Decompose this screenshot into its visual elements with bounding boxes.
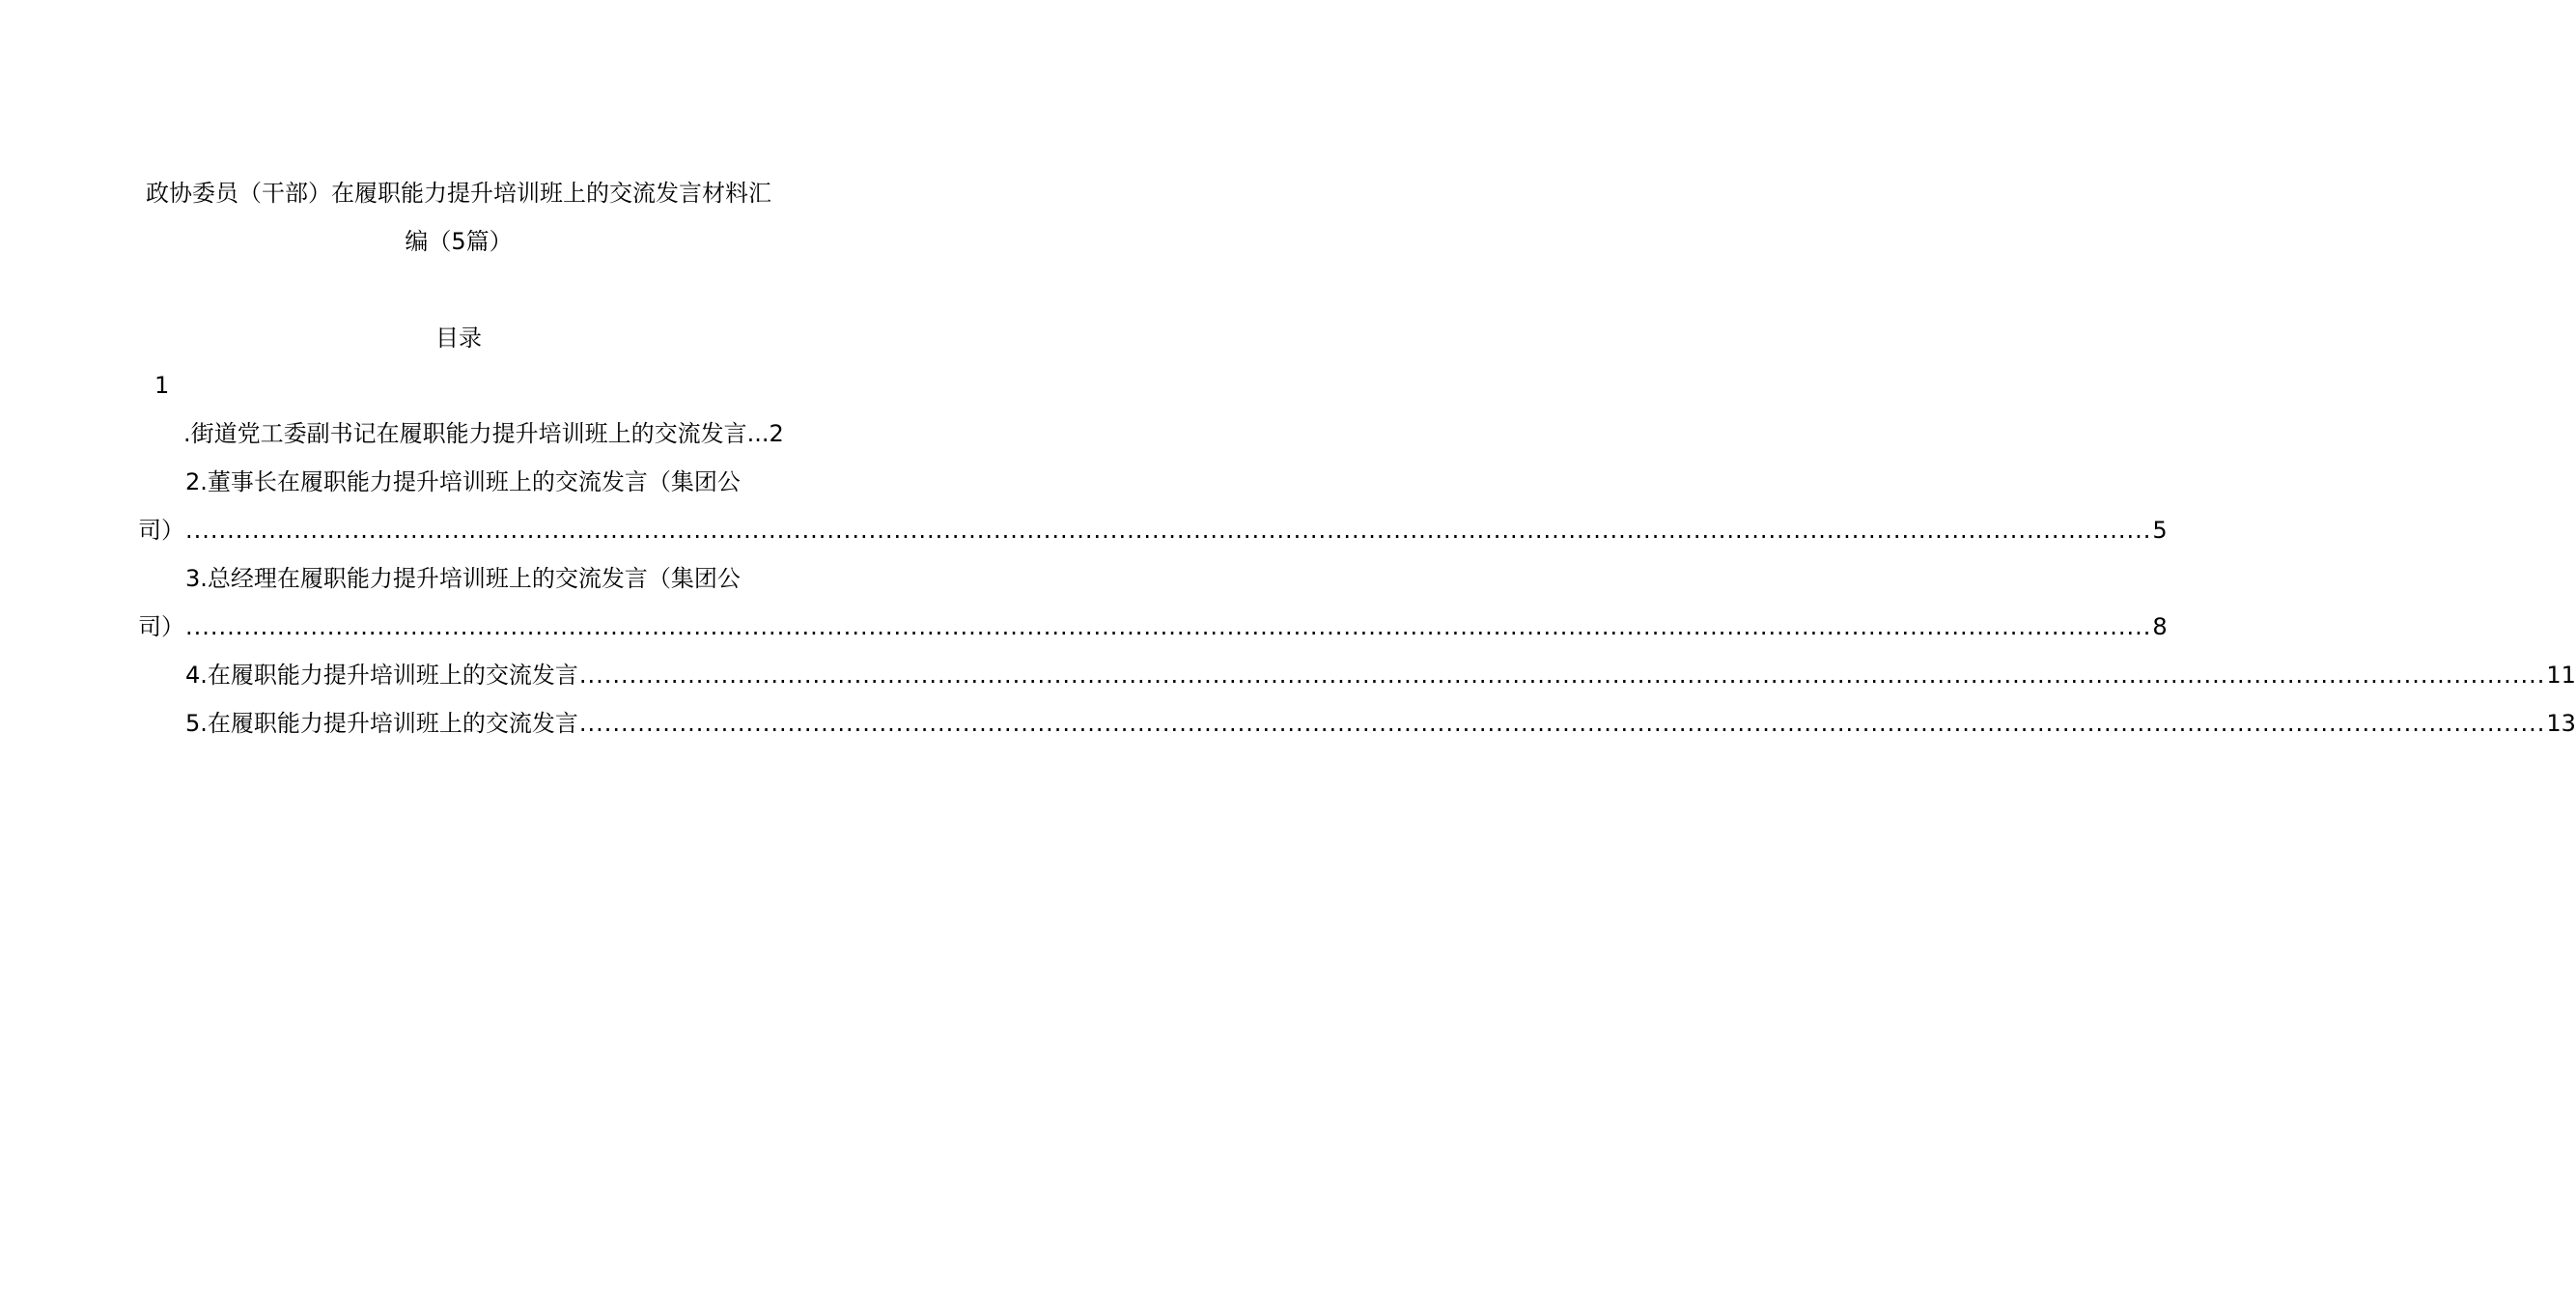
- toc-entry-2-line-1[interactable]: [185, 467, 778, 496]
- toc-entry-5-text: 5.在履职能力提升培训班上的交流发言: [185, 710, 578, 737]
- toc-entry-1[interactable]: [183, 419, 784, 448]
- toc-entry-2-page: 5: [2152, 517, 2168, 544]
- toc-entry-5[interactable]: [185, 709, 2576, 738]
- toc-entry-2-text: 2.董事长在履职能力提升培训班上的交流发言（集团公: [185, 468, 741, 495]
- toc-entry-3-line-1[interactable]: [185, 564, 778, 593]
- toc-entry-1-page: 2: [769, 420, 784, 447]
- toc-entry-5-page: 13: [2546, 710, 2576, 737]
- toc-entry-3-line-2[interactable]: [138, 612, 2168, 641]
- document-title-line-2: 编（5篇）: [405, 228, 513, 255]
- toc-entry-5-dot-leader: [579, 709, 2545, 738]
- toc-entry-4[interactable]: [185, 661, 2576, 690]
- toc-entry-3-text: 3.总经理在履职能力提升培训班上的交流发言（集团公: [185, 565, 741, 592]
- toc-entry-2-text-cont: 司）: [138, 517, 184, 544]
- toc-entry-2-dot-leader: [185, 516, 2151, 545]
- document-title-line-1: 政协委员（干部）在履职能力提升培训班上的交流发言材料汇: [146, 180, 771, 207]
- toc-entry-1-leader: ...: [746, 420, 770, 447]
- toc-entry-3-dot-leader: [185, 612, 2151, 641]
- toc-entry-2-line-2[interactable]: [138, 516, 2168, 545]
- toc-entry-4-text: 4.在履职能力提升培训班上的交流发言: [185, 662, 578, 689]
- toc-entry-3-text-cont: 司）: [138, 613, 184, 640]
- toc-entry-1-text: .街道党工委副书记在履职能力提升培训班上的交流发言: [183, 420, 747, 447]
- toc-entry-4-dot-leader: [579, 661, 2545, 690]
- toc-entry-3-page: 8: [2152, 613, 2168, 640]
- toc-entry-1-number: 1: [154, 372, 170, 399]
- toc-heading: 目录: [435, 324, 482, 352]
- toc-entry-4-page: 11: [2546, 662, 2576, 689]
